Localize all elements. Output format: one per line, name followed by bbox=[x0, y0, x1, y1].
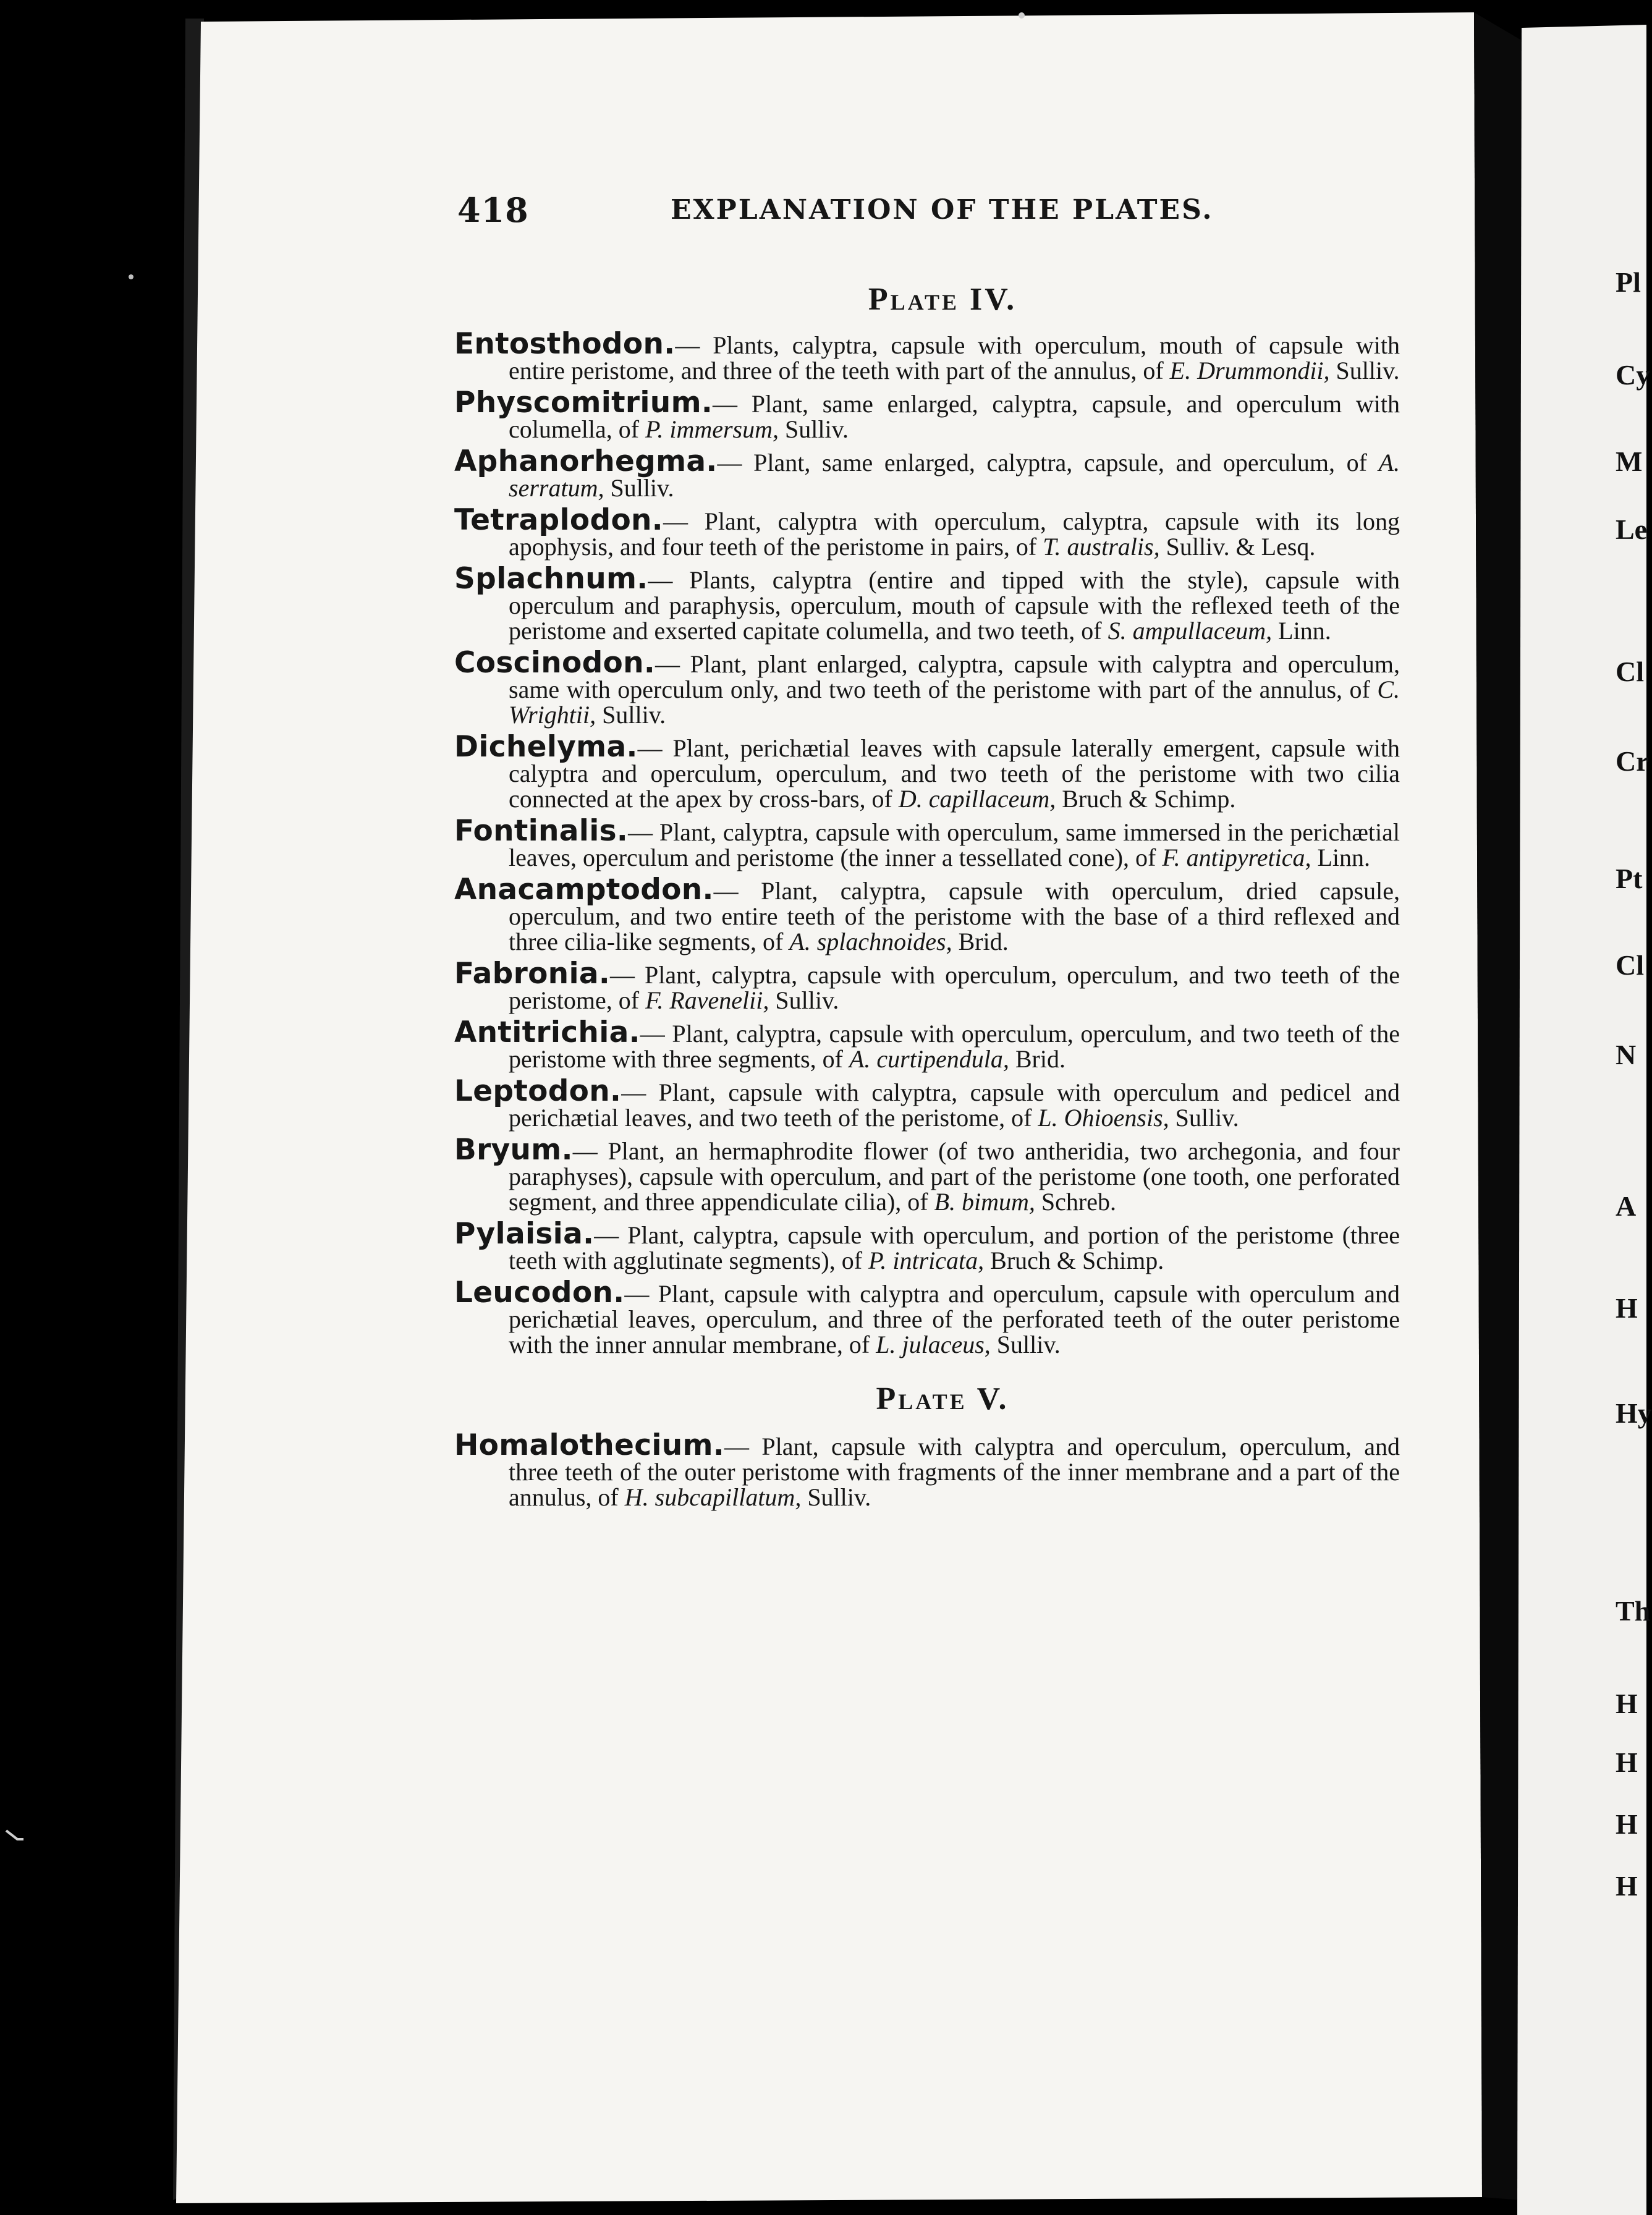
author-citation: Bruch & Schimp. bbox=[984, 1247, 1164, 1274]
author-citation: Sulliv. bbox=[604, 474, 674, 502]
facing-page-edge bbox=[1616, 0, 1652, 2215]
species-name: H. subcapillatum, bbox=[624, 1483, 802, 1511]
facing-page-letter: Pl bbox=[1616, 266, 1641, 298]
author-citation: Sulliv. & Lesq. bbox=[1159, 533, 1316, 561]
species-name: C. Wrightii, bbox=[509, 676, 1400, 729]
entry-description: — Plant, calyptra, capsule with operculum, same immersed in the perichætial leaves, operculum and peristome (the inner a tessellated cone), of bbox=[509, 818, 1400, 871]
facing-page-letter: H bbox=[1616, 1870, 1638, 1902]
species-name: S. ampullaceum, bbox=[1108, 617, 1273, 645]
genus-name: Splachnum. bbox=[454, 562, 648, 596]
facing-page-letter: Le bbox=[1616, 514, 1648, 545]
facing-page-letter: H bbox=[1616, 1808, 1638, 1840]
author-citation: Linn. bbox=[1272, 617, 1331, 645]
entry-description: — Plant, calyptra, capsule with operculum, and portion of the peristome (three teeth with agglutinate segments), of bbox=[509, 1221, 1400, 1274]
plate-entries bbox=[454, 1428, 1400, 1511]
species-name: L. julaceus, bbox=[876, 1331, 991, 1358]
genus-name: Pylaisia. bbox=[454, 1217, 595, 1251]
author-citation: Sulliv. bbox=[990, 1331, 1061, 1358]
plate-entry bbox=[454, 386, 1400, 443]
genus-name: Dichelyma. bbox=[454, 730, 638, 764]
speck bbox=[1019, 12, 1025, 19]
facing-page-letter: M bbox=[1616, 446, 1643, 477]
entry-description: — Plant, calyptra, capsule with operculum, dried capsule, operculum, and two entire teeth of the peristome with the base of a third reflexed and three cilia-like segments, of bbox=[509, 877, 1400, 955]
plate-entry bbox=[454, 873, 1400, 955]
plate-entry bbox=[454, 646, 1400, 729]
plate-entry bbox=[454, 1074, 1400, 1132]
facing-page-letter: H bbox=[1616, 1747, 1638, 1778]
entry-description: — Plant, calyptra, capsule with operculum, operculum, and two teeth of the peristome with three segments, of bbox=[509, 1020, 1400, 1073]
entry-description: — Plant, capsule with calyptra, capsule with operculum and pedicel and perichætial leaves, and two teeth of the peristome, of bbox=[509, 1078, 1400, 1132]
facing-page-letter: H bbox=[1616, 1292, 1638, 1324]
facing-page-letter: Th bbox=[1616, 1595, 1651, 1627]
author-citation: Sulliv. bbox=[596, 701, 666, 729]
facing-page-letter: Cr bbox=[1616, 745, 1649, 777]
speck bbox=[129, 274, 133, 279]
plate-entry bbox=[454, 503, 1400, 561]
genus-name: Entosthodon. bbox=[454, 327, 676, 361]
author-citation: Brid. bbox=[1009, 1045, 1065, 1073]
plate-entry bbox=[454, 562, 1400, 645]
page-number: 418 bbox=[457, 190, 529, 230]
plate-entry bbox=[454, 814, 1400, 871]
plate-entries bbox=[454, 327, 1400, 1358]
entry-description: — Plant, calyptra, capsule with operculum, operculum, and two teeth of the peristome, of bbox=[509, 961, 1400, 1014]
genus-name: Coscinodon. bbox=[454, 646, 656, 680]
author-citation: Sulliv. bbox=[778, 415, 849, 443]
genus-name: Fontinalis. bbox=[454, 814, 629, 848]
genus-name: Leptodon. bbox=[454, 1074, 622, 1108]
genus-name: Antitrichia. bbox=[454, 1015, 640, 1049]
entry-description: — Plant, same enlarged, calyptra, capsule, and operculum with columella, of bbox=[509, 390, 1400, 443]
genus-name: Homalothecium. bbox=[454, 1428, 724, 1462]
entry-description: — Plant, same enlarged, calyptra, capsule, and operculum, of bbox=[717, 449, 1379, 476]
entry-description: — Plant, calyptra with operculum, calyptra, capsule with its long apophysis, and four teeth of the peristome in pairs, of bbox=[509, 507, 1400, 561]
facing-page-letter: A bbox=[1616, 1190, 1637, 1222]
genus-name: Physcomitrium. bbox=[454, 386, 713, 420]
species-name: F. Ravenelii, bbox=[645, 986, 769, 1014]
plate-entry bbox=[454, 1015, 1400, 1073]
entry-description: — Plant, plant enlarged, calyptra, capsule with calyptra and operculum, same with operculum only, and two teeth of the peristome with part of the annulus, of bbox=[509, 650, 1400, 703]
plate-heading: Plate V. bbox=[876, 1381, 1009, 1417]
plate-entry bbox=[454, 327, 1400, 384]
author-citation: Sulliv. bbox=[801, 1483, 871, 1511]
genus-name: Leucodon. bbox=[454, 1276, 625, 1310]
running-title: EXPLANATION OF THE PLATES. bbox=[671, 194, 1214, 226]
facing-page-letter: Cy bbox=[1616, 359, 1651, 391]
genus-name: Bryum. bbox=[454, 1133, 573, 1167]
species-name: T. australis, bbox=[1043, 533, 1160, 561]
page-content bbox=[454, 167, 1400, 1517]
plate-entry bbox=[454, 957, 1400, 1014]
species-name: A. splachnoides, bbox=[789, 928, 952, 955]
plate-entry bbox=[454, 1217, 1400, 1274]
plate-entry bbox=[454, 1276, 1400, 1358]
genus-name: Aphanorhegma. bbox=[454, 444, 718, 478]
species-name: A. curtipendula, bbox=[849, 1045, 1009, 1073]
genus-name: Anacamptodon. bbox=[454, 873, 714, 907]
author-citation: Sulliv. bbox=[769, 986, 839, 1014]
running-head bbox=[454, 167, 1400, 235]
species-name: A. serratum, bbox=[509, 449, 1400, 502]
entry-description: — Plant, perichætial leaves with capsule laterally emergent, capsule with calyptra and operculum, operculum, and two teeth of the peristome with two cilia connected at the apex by cross-bars, of bbox=[509, 734, 1400, 813]
author-citation: Sulliv. bbox=[1329, 357, 1400, 384]
entry-description: — Plant, an hermaphrodite flower (of two antheridia, two archegonia, and four paraphyses), capsule with operculum, and part of the peristome (one tooth, one perforated segment, and three appendiculate cilia), of bbox=[509, 1137, 1400, 1216]
species-name: P. immersum, bbox=[645, 415, 779, 443]
entry-description: — Plants, calyptra (entire and tipped with the style), capsule with operculum and paraphysis, operculum, mouth of capsule with the reflexed teeth of the peristome and exserted capitate columella, and two teeth, of bbox=[509, 566, 1400, 645]
entry-description: — Plant, capsule with calyptra and operculum, operculum, and three teeth of the outer peristome with fragments of the inner membrane and a part of the annulus, of bbox=[509, 1433, 1400, 1511]
author-citation: Bruch & Schimp. bbox=[1056, 785, 1236, 813]
species-name: E. Drummondii, bbox=[1169, 357, 1330, 384]
author-citation: Linn. bbox=[1311, 844, 1370, 871]
facing-page-letter: Cl bbox=[1616, 656, 1644, 687]
facing-page-letter: N bbox=[1616, 1039, 1637, 1070]
plate-entry bbox=[454, 730, 1400, 813]
facing-page-letter: H bbox=[1616, 1688, 1638, 1719]
facing-page-letter: Hy bbox=[1616, 1397, 1652, 1429]
species-name: D. capillaceum, bbox=[898, 785, 1056, 813]
author-citation: Sulliv. bbox=[1169, 1104, 1239, 1132]
entry-description: — Plants, calyptra, capsule with operculum, mouth of capsule with entire peristome, and three of the teeth with part of the annulus, of bbox=[509, 331, 1400, 384]
author-citation: Brid. bbox=[952, 928, 1009, 955]
plate-entry bbox=[454, 1133, 1400, 1216]
genus-name: Tetraplodon. bbox=[454, 503, 663, 537]
author-citation: Schreb. bbox=[1035, 1188, 1116, 1216]
plate-heading: Plate IV. bbox=[868, 282, 1017, 317]
species-name: B. bimum, bbox=[934, 1188, 1035, 1216]
genus-name: Fabronia. bbox=[454, 957, 611, 991]
entry-description: — Plant, capsule with calyptra and operculum, capsule with operculum and perichætial leaves, operculum, and three of the perforated teeth of the outer peristome with the inner annular membrane, of bbox=[509, 1280, 1400, 1358]
facing-page-letter: Cl bbox=[1616, 949, 1644, 981]
species-name: F. antipyretica, bbox=[1162, 844, 1311, 871]
facing-page-letter: Pt bbox=[1616, 863, 1643, 894]
species-name: P. intricata, bbox=[868, 1247, 985, 1274]
plate-entry bbox=[454, 1428, 1400, 1511]
species-name: L. Ohioensis, bbox=[1038, 1104, 1169, 1132]
plate-entry bbox=[454, 444, 1400, 502]
